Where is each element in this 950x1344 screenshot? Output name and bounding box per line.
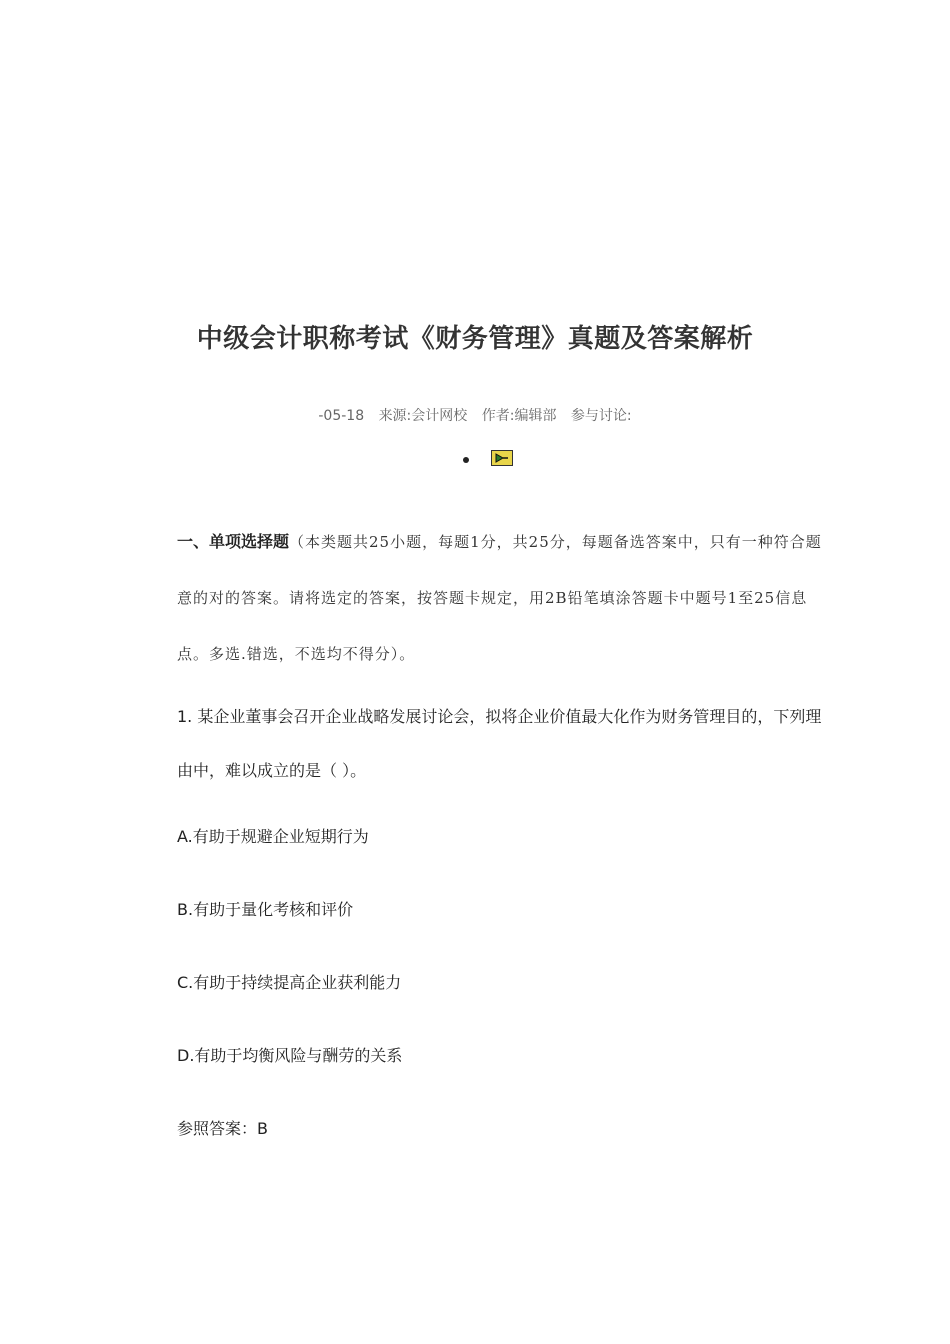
option-a: A.有助于规避企业短期行为 xyxy=(177,827,369,846)
share-arrow-icon[interactable] xyxy=(491,450,513,466)
question-text: 1. 某企业董事会召开企业战略发展讨论会，拟将企业价值最大化作为财务管理目的，下列理由中，难以成立的是（ ）。 xyxy=(177,707,822,780)
option-b: B.有助于量化考核和评价 xyxy=(177,900,354,919)
option-d: D.有助于均衡风险与酬劳的关系 xyxy=(177,1046,403,1065)
article-meta xyxy=(0,405,950,425)
share-row xyxy=(463,450,513,466)
author-label: 作者:编辑部 xyxy=(481,408,557,424)
page-title: 中级会计职称考试《财务管理》真题及答案解析 xyxy=(196,324,754,354)
section-lead: 一、单项选择题 xyxy=(177,532,290,551)
discuss-link[interactable]: 参与讨论: xyxy=(570,408,632,424)
reference-answer: 参照答案：B xyxy=(177,1119,268,1138)
publish-date: -05-18 xyxy=(318,408,365,424)
option-c: C.有助于持续提高企业获利能力 xyxy=(177,973,402,992)
section-heading xyxy=(145,514,837,682)
bullet-dot xyxy=(463,457,469,463)
source-label: 来源:会计网校 xyxy=(378,408,468,424)
section-description: （本类题共25小题，每题1分，共25分，每题备选答案中，只有一种符合题意的对的答案。请将选定的答案，按答题卡规定，用2B铅笔填涂答题卡中题号1至25信息点。多选.错选，不选均不得分）。 xyxy=(177,533,822,663)
